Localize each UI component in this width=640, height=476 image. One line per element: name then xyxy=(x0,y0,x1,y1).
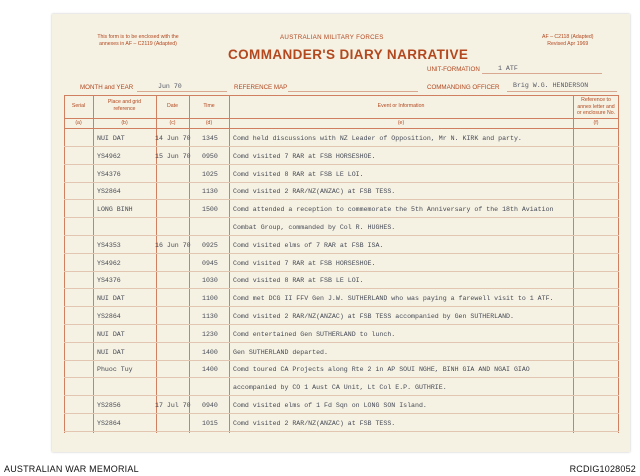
col-header-reference xyxy=(573,97,619,117)
enclosure-note-line-2: annexes in AF – C2119 (Adapted) xyxy=(99,41,177,47)
enclosure-note-line-1: This form is to be enclosed with the xyxy=(97,34,179,40)
time-cell: 0940 xyxy=(202,402,218,409)
row-rule xyxy=(64,199,619,200)
enclosure-note xyxy=(88,34,188,48)
form-number-line-1: AF – C2118 (Adapted) xyxy=(542,34,594,40)
time-cell: 1130 xyxy=(202,188,218,196)
event-cell: accompanied by CO 1 Aust CA Unit, Lt Col E.P. GUTHRIE. xyxy=(233,384,447,392)
unit-underline xyxy=(482,73,602,74)
reference-map-label: REFERENCE MAP xyxy=(234,84,288,91)
col-header-place-line-1: Place and grid xyxy=(107,99,142,105)
table-top-border xyxy=(64,95,619,96)
event-cell: Comd entertained Gen SUTHERLAND to lunch. xyxy=(233,330,396,338)
form-number-revision: Revised Apr 1969 xyxy=(547,41,589,47)
form-number xyxy=(542,34,594,48)
unit-value: 1 ATF xyxy=(498,65,518,72)
commanding-officer-value: Brig W.G. HENDERSON xyxy=(513,82,589,89)
row-rule xyxy=(64,182,619,183)
time-cell: 0925 xyxy=(202,241,218,249)
row-rule xyxy=(64,413,619,414)
time-cell: 1100 xyxy=(202,295,218,303)
place-cell: NUI DAT xyxy=(97,348,125,356)
place-cell: NUI DAT xyxy=(97,135,125,142)
footer-record-id: RCDIG1028052 xyxy=(569,464,636,474)
event-cell: Comd visited elms of 7 RAR at FSB ISA. xyxy=(233,241,384,249)
map-underline xyxy=(288,91,418,92)
page-title: COMMANDER'S DIARY NARRATIVE xyxy=(228,47,469,62)
place-cell: YS2856 xyxy=(97,402,121,409)
place-cell: Phuoc Tuy xyxy=(97,366,133,374)
col-letter-d: (d) xyxy=(205,120,213,126)
header-divider xyxy=(64,118,619,119)
event-cell: Gen SUTHERLAND departed. xyxy=(233,348,328,356)
date-cell: 16 Jun 70 xyxy=(155,241,191,249)
row-rule xyxy=(64,324,619,325)
row-rule xyxy=(64,431,619,432)
col-header-reference-line-1: Reference to xyxy=(581,97,611,103)
col-header-serial: Serial xyxy=(71,103,86,109)
row-rule xyxy=(64,288,619,289)
time-cell: 1015 xyxy=(202,419,218,427)
place-cell: YS4376 xyxy=(97,170,121,178)
organisation: AUSTRALIAN MILITARY FORCES xyxy=(280,34,384,41)
event-cell: Comd visited elms of 1 Fd Sqn on LONG SON Island. xyxy=(233,402,427,409)
unit-label: UNIT-FORMATION xyxy=(427,66,480,73)
place-cell: LONG BINH xyxy=(97,206,133,214)
event-cell: Comd visited 7 RAR at FSB HORSESHOE. xyxy=(233,259,376,267)
event-cell: Comd visited 2 RAR/NZ(ANZAC) at FSB TESS. xyxy=(233,188,396,196)
place-cell: YS4962 xyxy=(97,259,121,267)
event-cell: Comd visited 2 RAR/NZ(ANZAC) at FSB TESS. xyxy=(233,419,396,427)
row-rule xyxy=(64,164,619,165)
row-rule xyxy=(64,342,619,343)
col-header-reference-line-3: or enclosure No. xyxy=(576,110,616,116)
time-cell: 1130 xyxy=(202,313,218,320)
row-rule xyxy=(64,146,619,147)
col-header-place-line-2: reference xyxy=(113,105,136,112)
event-cell: Comd met DCG II FFV Gen J.W. SUTHERLAND who was paying a farewell visit to 1 ATF. xyxy=(233,295,554,303)
event-cell: Comd visited 8 RAR at FSB LE LOI. xyxy=(233,170,364,178)
col-letter-b: (b) xyxy=(121,120,128,126)
col-header-time: Time xyxy=(203,103,215,109)
col-header-reference-line-2: annex letter and xyxy=(577,103,615,110)
place-cell: YS2864 xyxy=(97,419,121,427)
event-cell: Combat Group, commanded by Col R. HUGHES. xyxy=(233,224,396,231)
time-cell: 0950 xyxy=(202,152,218,160)
month-value: Jun 70 xyxy=(158,83,182,90)
place-cell: YS4376 xyxy=(97,277,121,285)
place-cell: YS4353 xyxy=(97,241,121,249)
co-underline xyxy=(507,91,617,92)
event-cell: Comd visited 8 RAR at FSB LE LOI. xyxy=(233,277,364,285)
time-cell: 1400 xyxy=(202,366,218,374)
place-cell: NUI DAT xyxy=(97,330,125,338)
footer-archive: AUSTRALIAN WAR MEMORIAL xyxy=(4,464,139,474)
col-letter-e: (e) xyxy=(397,120,405,126)
month-label: MONTH and YEAR xyxy=(80,84,134,91)
row-rule xyxy=(64,360,619,361)
place-cell: YS4962 xyxy=(97,152,121,160)
time-cell: 1030 xyxy=(202,277,218,285)
time-cell: 0945 xyxy=(202,259,218,267)
row-rule xyxy=(64,306,619,307)
row-rule xyxy=(64,217,619,218)
row-rule xyxy=(64,235,619,236)
event-cell: Comd visited 7 RAR at FSB HORSESHOE. xyxy=(233,152,376,160)
place-cell: NUI DAT xyxy=(97,295,125,303)
date-cell: 15 Jun 70 xyxy=(155,152,191,160)
col-header-date: Date xyxy=(167,103,178,109)
time-cell: 1025 xyxy=(202,170,218,178)
col-header-place xyxy=(93,99,156,112)
row-rule xyxy=(64,395,619,396)
event-cell: Comd attended a reception to commemorate the 5th Anniversary of the 18th Aviation xyxy=(233,206,554,214)
time-cell: 1500 xyxy=(202,206,218,214)
place-cell: YS2864 xyxy=(97,313,121,320)
col-header-event: Event or Information xyxy=(377,103,425,109)
col-letter-f: (f) xyxy=(593,120,599,126)
place-cell: YS2864 xyxy=(97,188,121,196)
time-cell: 1400 xyxy=(202,348,218,356)
event-cell: Comd toured CA Projects along Rte 2 in AP SOUI NGHE, BINH GIA AND NGAI GIAO xyxy=(233,366,530,374)
letters-divider xyxy=(64,128,619,129)
time-cell: 1345 xyxy=(202,135,218,142)
event-cell: Comd visited 2 RAR/NZ(ANZAC) at FSB TESS accompanied by Gen SUTHERLAND. xyxy=(233,313,514,320)
event-cell: Comd held discussions with NZ Leader of Opposition, Mr N. KIRK and party. xyxy=(233,135,522,142)
col-letter-a: (a) xyxy=(75,120,82,126)
row-rule xyxy=(64,377,619,378)
month-underline xyxy=(137,91,227,92)
row-rule xyxy=(64,271,619,272)
date-cell: 14 Jun 70 xyxy=(155,135,191,142)
diary-sheet xyxy=(52,14,630,452)
time-cell: 1230 xyxy=(202,330,218,338)
col-letter-c: (c) xyxy=(169,120,176,126)
row-rule xyxy=(64,253,619,254)
date-cell: 17 Jul 70 xyxy=(155,402,191,409)
commanding-officer-label: COMMANDING OFFICER xyxy=(427,84,500,91)
